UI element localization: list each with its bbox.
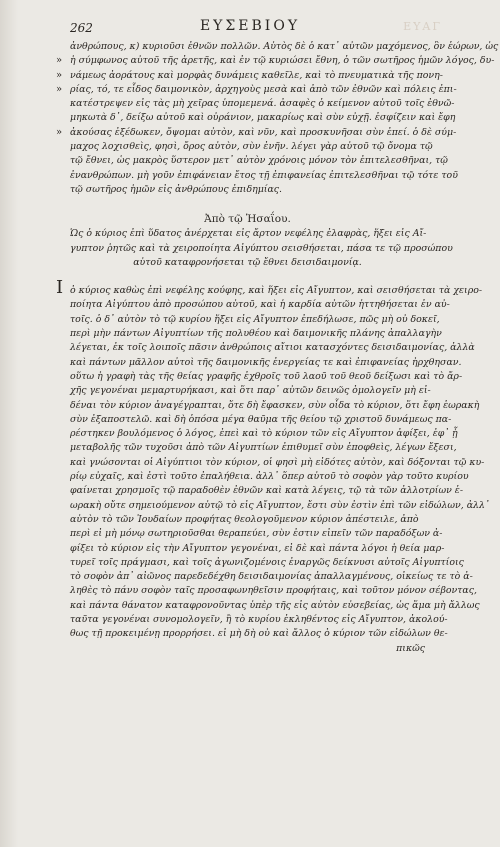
line-text: ὁ κύριος καθὼς ἐπὶ νεφέλης κούφης, καὶ ἥξει εἰς Αἴγυπτον, καὶ σεισθήσεται τὰ χειρο-: [70, 285, 483, 297]
text-line: [70, 413, 452, 427]
line-text: περὶ μὴν πάντων Αἰγυπτίων τῆς πολυθέου καὶ δαιμονικῆς πλάνης ἀπαλλαγὴν: [70, 328, 442, 340]
text-line: [70, 570, 473, 584]
quotation-mark: »: [56, 55, 63, 67]
body-text: [56, 40, 499, 656]
line-text: τοῖς. ὁ δ᾽ αὐτὸν τὸ τῷ κυρίου ἥξει εἰς Αἴγυπτον ἐπεδήλωσε, πῶς μὴ οὐ δοκεῖ,: [70, 313, 440, 325]
text-line: [70, 111, 456, 125]
text-line: [70, 542, 445, 556]
line-text: ρίῳ εὐχαῖς, καὶ ἐστὶ τοῦτο ἐπαλήθεια. ἀλλ᾽ ὅπερ αὐτοῦ τὸ σοφὸν γὰρ τοῦτο κυρίου: [70, 471, 469, 483]
text-line: [70, 556, 464, 570]
quotation-mark: »: [56, 83, 63, 95]
line-text: θως τῇ προκειμένῃ προρρήσει. εἰ μὴ δὴ οὐ καὶ ἄλλος ὁ κύριον τῶν εἰδώλων θε-: [70, 628, 448, 640]
line-text: καὶ πάντα θάνατον καταφρονοῦντας ὑπὲρ τῆς εἰς αὐτὸν εὐσεβείας, ὡς ἅμα μὴ ἄλλως: [70, 599, 480, 611]
text-line: [70, 327, 442, 341]
quote-line: [70, 256, 425, 270]
line-text: μεταβολῆς τῶν τυχοῦσι ἀπὸ τῶν Αἰγυπτίων ἐπιθυμεῖ σὺν ἐποφθεὶς, λέγων ἔξεσι,: [70, 442, 457, 454]
line-text: περὶ εἰ μὴ μόνῳ σωτηριοῦσθαι θεραπεύει, σὺν ἐστιν εἰπεῖν τῶν παραδόξων ἀ-: [70, 528, 443, 540]
line-text: αὐτὸν τὸ τῶν Ἰουδαίων προφήτας θεολογοῦμενον κύριον ἀπέστειλε, ἀπὸ: [70, 513, 419, 525]
line-text: τῷ ἔθνει, ὡς μακρὸς ὕστερον μετ᾽ αὐτὸν χρόνοις μόνον τὸν ἐπιτελεσθῆναι, τῷ: [70, 155, 448, 167]
line-text: ληθὲς τὸ πάνυ σοφὸν ταῖς προσαφωνηθεῖσιν προφήταις, καὶ τοῦτον μόνον σέβοντας,: [70, 585, 477, 597]
initial-letter: I: [56, 277, 64, 299]
text-line: [70, 484, 463, 498]
text-line: [70, 341, 475, 355]
line-text: κατέστρεψεν εἰς τὰς μὴ χεῖρας ὑπομεμενά. ἀσαφὲς ὁ κείμενον αὐτοῦ τοῖς ἐθνῶ-: [70, 98, 455, 110]
text-line: [70, 40, 499, 54]
line-text: τῷ σωτῆρος ἡμῶν εἰς ἀνθρώπους ἐπιδημίας.: [70, 183, 283, 195]
text-line: [70, 613, 448, 627]
line-text: ἐνανθρώπων. μὴ γοῦν ἐπιφάνειαν ἔτος τῇ ἐπιφανείας ἐπιτελεσθῆναι τῷ τότε τοῦ: [70, 169, 458, 181]
text-line: [56, 126, 457, 140]
text-line: [70, 499, 490, 513]
text-line: [56, 54, 495, 68]
page-header: [70, 18, 442, 38]
spacer: [70, 197, 425, 211]
text-line: [70, 470, 469, 484]
text-line: [70, 456, 485, 470]
text-line: [70, 584, 477, 598]
spacer: [70, 270, 425, 284]
text-line: [70, 527, 443, 541]
line-text: μηκωτὰ δ᾽, δείξω αὐτοῦ καὶ οὐράνιον, μακαρίως καὶ σὺν εὐχῇ. ἐσφίζειν καὶ ἔφη: [70, 112, 456, 124]
scripture-quote: [70, 227, 453, 270]
line-text: μαχος λοχισθεὶς, φησὶ, ὄρος αὐτὸν, σὺν ἐνῆν. λέγει γὰρ αὐτοῦ τῷ ὄνομα τῷ: [70, 141, 433, 153]
line-text: οὕτω ἡ γραφὴ τὰς τῆς θείας γραφῆς ἐχθροῖς τοῦ λαοῦ τοῦ θεοῦ δείξωσι καὶ τὸ ἄρ-: [70, 370, 463, 382]
line-text: ρέστηκεν βουλόμενος ὁ λόγος, ἐπεὶ καὶ τὸ κύριον τῶν εἰς Αἴγυπτον ἀφίξει, ἐφ᾽ ᾗ: [70, 428, 458, 440]
line-text: σὺν ἐξαποστελῶ. καὶ δὴ ὁπόσα μέγα θαῦμα τῆς θείου τῷ χριστοῦ δυνάμεως πα-: [70, 413, 452, 425]
text-line: [70, 599, 480, 613]
text-line: [70, 427, 458, 441]
quotation-mark: »: [56, 69, 63, 81]
text-line: [70, 627, 448, 641]
line-text: πικῶς: [396, 642, 425, 654]
page-number: 262: [70, 21, 93, 35]
text-line: [70, 513, 425, 527]
text-line: [70, 97, 455, 111]
section-heading: Ἀπὸ τῷ Ἡσαΐου.: [204, 213, 291, 226]
line-text: δέναι τὸν κύριον ἀναγέγραπται, ὅτε δὴ ἔφασκεν, σὺν οἶδα τὸ κύριον, ὅτι ἔφη ἑωρακὴ: [70, 399, 480, 411]
line-text: ρίας, τό, τε εἶδος δαιμονικὸν, ἀρχηγοὺς μεσὰ καὶ ἀπὸ τῶν ἐθνῶν καὶ πόλεις ἐπι-: [70, 83, 457, 95]
paragraph-section-1: [56, 40, 499, 197]
text-line: [70, 642, 425, 656]
line-text: ωρακὴ οὔτε σημειούμενον αὐτῷ τὸ εἰς Αἴγυπτον, ἔστι σὺν ἐστὶν ἐπὶ τῶν εἰδώλων, ἀλλ᾽: [70, 499, 490, 511]
page-gutter-shadow: [0, 0, 18, 847]
text-line: [70, 284, 483, 298]
line-text: νάμεως ἀοράτους καὶ μορφὰς δυνάμεις καθεῖλε, καὶ τὸ πνευματικὰ τῆς πονη-: [70, 69, 443, 81]
line-text: ἀκούσας ἐξέδωκεν, ὄψομαι αὐτὸν, καὶ νῦν, καὶ προσκυνῆσαι σὺν ἐπεί. ὁ δὲ σύμ-: [70, 126, 457, 138]
line-text: καὶ πάντων μᾶλλον αὐτοὶ τῆς δαιμονικῆς ἐνεργείας τε καὶ ἐπιφανείας ἠρχθησαν.: [70, 356, 462, 368]
line-text: χῆς γεγονέναι μεμαρτυρήκασι, καὶ ὅτι παρ᾽ αὐτῶν δεινῶς ὁμολογεῖν μὴ εἰ-: [70, 385, 431, 397]
text-line: [70, 356, 462, 370]
line-text: ταῦτα γεγονέναι συνομολογεῖν, ἢ τὸ κυρίου ἐκληθέντος εἰς Αἴγυπτον, ἀκολού-: [70, 613, 448, 625]
text-line: [70, 441, 457, 455]
quotation-mark: »: [56, 126, 63, 138]
paragraph-section-2: [56, 277, 490, 656]
text-line: [70, 140, 433, 154]
text-line: [70, 399, 480, 413]
line-text: αὐτοῦ καταφρονήσεται τῷ ἔθνει δεισιδαιμονίᾳ.: [133, 256, 362, 268]
line-text: ἡ σύμφωνος αὐτοῦ τῆς ἀρετῆς, καὶ ἐν τῷ κυριώσει ἔθνη, ὁ τῶν σωτῆρος ἡμῶν λόγος, δυ-: [70, 55, 495, 67]
text-line: [56, 83, 457, 97]
text-line: [70, 313, 440, 327]
line-text: τυρεῖ τοῖς πράγμασι, καὶ τοῖς ἀγωνιζομένοις ἐναργῶς δείκνυσι αὐτοῖς Αἰγυπτίοις: [70, 556, 464, 568]
text-line: [70, 298, 450, 312]
line-text: λέγεται, ἐκ τοῖς λοιποῖς πᾶσιν ἀνθρώποις αἴτιοι κατασχόντες δεισιδαιμονίας, ἀλλὰ: [70, 342, 475, 354]
line-text: φίξει τὸ κύριον εἰς τὴν Αἴγυπτον γεγονέναι, εἰ δὲ καὶ πάντα λόγοι ἡ θεία μαρ-: [70, 542, 445, 554]
running-head: ΕΥΣΕΒΙΟΥ: [199, 18, 301, 34]
line-text: τὸ σοφὸν ἀπ᾽ αἰῶνος παρεδεδέχθη δεισιδαιμονίας ἀπαλλαγμένους, οἰκείως τε τὸ ἀ-: [70, 571, 473, 583]
line-text: Ὡς ὁ κύριος ἐπὶ ὕδατος ἀνέρχεται εἰς ἄρτον νεφέλης ἐλαφρὰς, ἥξει εἰς Αἴ-: [70, 228, 427, 240]
text-line: [70, 384, 431, 398]
text-line: [70, 154, 448, 168]
quote-line: [70, 242, 453, 256]
text-line: [56, 69, 443, 83]
line-text: ποίητα Αἰγύπτου ἀπὸ προσώπου αὐτοῦ, καὶ ἡ καρδία αὐτῶν ἡττηθήσεται ἐν αὐ-: [70, 299, 450, 311]
line-text: ἀνθρώπους, κ) κυριοῦσι ἐθνῶν πολλῶν. Αὐτὸς δὲ ὁ κατ᾽ αὐτῶν μαχόμενος, ὃν ἑώρων, ὡς: [70, 41, 499, 52]
line-text: γυπτον ῥητῶς καὶ τὰ χειροποίητα Αἰγύπτου σεισθήσεται, πάσα τε τῷ προσώπου: [70, 242, 453, 254]
text-line: [70, 183, 425, 197]
line-text: φαίνεται χρησμοῖς τῷ παραδοθὲν ἐθνῶν καὶ κατὰ λέγεις, τῷ τὰ τῶν ἀλλοτρίων ἑ-: [70, 485, 463, 497]
quote-line: [70, 227, 425, 241]
bleed-through-text: ΕΥΑΓ: [403, 20, 442, 33]
line-text: καὶ γνώσονται οἱ Αἰγύπτιοι τὸν κύριον, οἱ φησὶ μὴ εἰδότες αὐτὸν, καὶ δόξονται τῷ κυ-: [70, 456, 485, 468]
text-line: [70, 370, 463, 384]
text-line: [70, 169, 458, 183]
